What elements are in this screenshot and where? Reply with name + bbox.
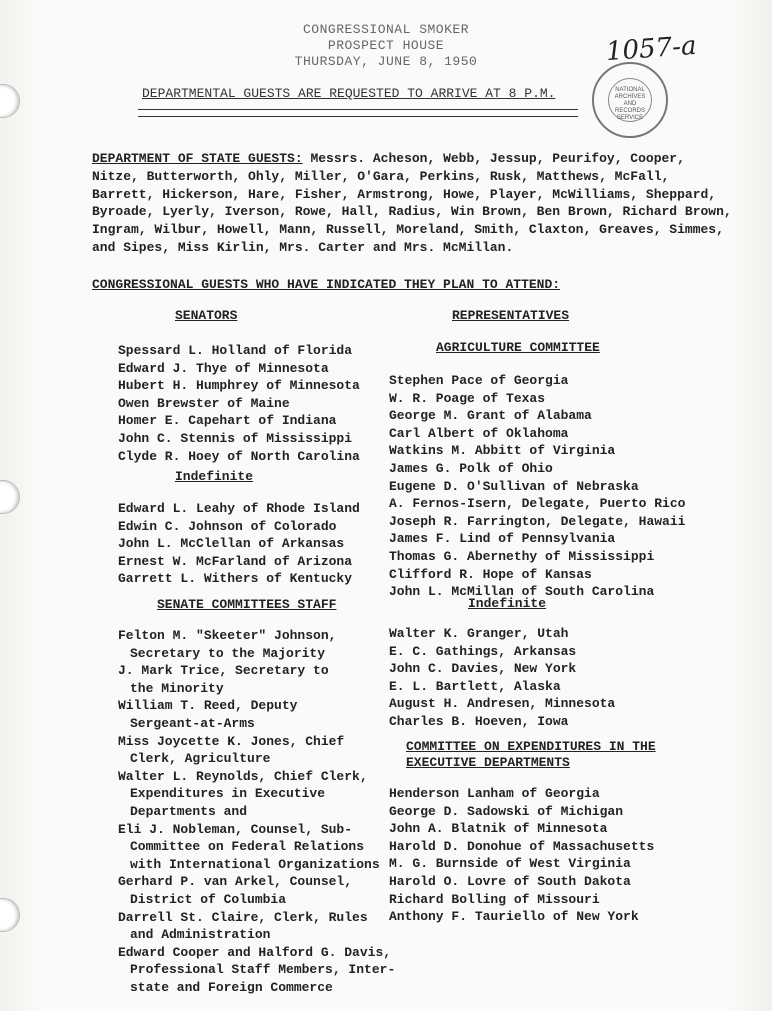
staff-line: Walter L. Reynolds, Chief Clerk, [118, 768, 368, 784]
staff-line: Eli J. Nobleman, Counsel, Sub- [118, 821, 353, 837]
representative-name: George M. Grant of Alabama [389, 408, 592, 424]
congressional-heading: CONGRESSIONAL GUESTS WHO HAVE INDICATED THEY PLAN TO ATTEND: [92, 277, 561, 292]
senators-heading: SENATORS [175, 308, 238, 323]
representative-name: John L. McMillan of South Carolina [389, 584, 655, 600]
representatives-heading: REPRESENTATIVES [452, 308, 570, 323]
representative-indefinite-name: E. L. Bartlett, Alaska [389, 678, 561, 694]
staff-line: state and Foreign Commerce [130, 979, 333, 995]
arrival-notice: DEPARTMENTAL GUESTS ARE REQUESTED TO ARRIVE AT 8 P.M. [142, 86, 556, 101]
senator-name: Owen Brewster of Maine [118, 395, 290, 411]
expenditures-member-name: Richard Bolling of Missouri [389, 891, 600, 907]
staff-line: Committee on Federal Relations [130, 839, 365, 855]
divider [138, 116, 578, 117]
senator-name: Edward J. Thye of Minnesota [118, 360, 329, 376]
reps-indefinite-list [389, 625, 615, 731]
state-guests-label: DEPARTMENT OF STATE GUESTS: [92, 151, 303, 166]
representative-indefinite-name: John C. Davies, New York [389, 661, 577, 677]
senator-indefinite-name: Edward L. Leahy of Rhode Island [118, 501, 360, 516]
expenditures-heading: COMMITTEE ON EXPENDITURES IN THE [406, 739, 656, 754]
staff-line: the Minority [130, 680, 224, 696]
binder-hole [0, 480, 20, 514]
representative-name: Thomas G. Abernethy of Mississippi [389, 548, 655, 564]
staff-line: William T. Reed, Deputy [118, 698, 298, 714]
expenditures-member-name: Anthony F. Tauriello of New York [389, 909, 639, 925]
staff-line: Edward Cooper and Halford G. Davis, [118, 944, 392, 960]
expenditures-member-name: Henderson Lanham of Georgia [389, 786, 600, 801]
expenditures-member-name: John A. Blatnik of Minnesota [389, 821, 608, 837]
representative-name: James F. Lind of Pennsylvania [389, 531, 616, 547]
binder-hole [0, 898, 20, 932]
staff-line: Departments and [130, 803, 248, 819]
expenditures-list [389, 785, 654, 926]
state-guests-list: Messrs. Acheson, Webb, Jessup, Peurifoy, Cooper, Nitze, Butterworth, Ohly, Miller, O'Gara, Perkins, Rusk, Matthews, McFall, Barrett, Hickerson, Hare, Fisher, Armstrong, Howe, Player, McWilliams, Sheppard, Byroade, Lyerly, Iverson, Rowe, Hall, Radius, Win Brown, Ben Brown, Richard Brown, Ingram, Wilbur, Howell, Mann, Russell, Moreland, Smith, Claxton, Greaves, Simmes, and Sipes, Miss Kirlin, Mrs. Carter and Mrs. McMillan. [92, 151, 732, 255]
staff-line: Gerhard P. van Arkel, Counsel, [118, 874, 353, 890]
expenditures-member-name: Harold D. Donohue of Massachusetts [389, 838, 655, 854]
header-title: CONGRESSIONAL SMOKER [302, 22, 470, 37]
representative-indefinite-name: E. C. Gathings, Arkansas [389, 643, 577, 659]
senators-indefinite-list [118, 500, 360, 588]
representative-name: Watkins M. Abbitt of Virginia [389, 443, 616, 459]
senator-name: John C. Stennis of Mississippi [118, 430, 353, 446]
senator-indefinite-name: Edwin C. Johnson of Colorado [118, 518, 337, 534]
representative-name: James G. Polk of Ohio [389, 460, 553, 476]
staff-line: Felton M. "Skeeter" Johnson, [118, 628, 337, 643]
binder-hole [0, 84, 20, 118]
archives-stamp [592, 62, 668, 138]
senator-indefinite-name: John L. McClellan of Arkansas [118, 536, 345, 552]
staff-line: J. Mark Trice, Secretary to [118, 663, 329, 679]
representative-name: Carl Albert of Oklahoma [389, 425, 569, 441]
staff-line: with International Organizations [130, 856, 380, 872]
staff-line: Secretary to the Majority [130, 645, 326, 661]
header-date: THURSDAY, JUNE 8, 1950 [294, 54, 478, 69]
senate-staff-heading: SENATE COMMITTEES STAFF [157, 597, 337, 612]
staff-line: Darrell St. Claire, Clerk, Rules [118, 909, 368, 925]
staff-line: Expenditures in Executive [130, 786, 326, 802]
senator-name: Hubert H. Humphrey of Minnesota [118, 378, 360, 394]
representative-name: Stephen Pace of Georgia [389, 373, 569, 388]
expenditures-member-name: M. G. Burnside of West Virginia [389, 856, 631, 872]
handwritten-number: 1057-a [605, 30, 698, 68]
representative-name: Joseph R. Farrington, Delegate, Hawaii [389, 513, 686, 529]
staff-line: Professional Staff Members, Inter- [130, 962, 396, 978]
staff-line: and Administration [130, 927, 271, 943]
divider [138, 109, 578, 110]
reps-indefinite-heading: Indefinite [468, 596, 547, 611]
senator-name: Homer E. Capehart of Indiana [118, 413, 337, 429]
representative-name: A. Fernos-Isern, Delegate, Puerto Rico [389, 496, 686, 512]
representative-name: W. R. Poage of Texas [389, 390, 546, 406]
representative-name: Clifford R. Hope of Kansas [389, 566, 592, 582]
senators-indefinite-heading: Indefinite [175, 469, 254, 484]
staff-line: Clerk, Agriculture [130, 751, 271, 767]
representative-indefinite-name: August H. Andresen, Minnesota [389, 696, 616, 712]
expenditures-member-name: George D. Sadowski of Michigan [389, 803, 624, 819]
senator-name: Clyde R. Hoey of North Carolina [118, 448, 360, 464]
senator-indefinite-name: Garrett L. Withers of Kentucky [118, 571, 353, 587]
header-venue: PROSPECT HOUSE [327, 38, 445, 53]
expenditures-heading-2: EXECUTIVE DEPARTMENTS [406, 755, 570, 770]
representative-name: Eugene D. O'Sullivan of Nebraska [389, 478, 639, 494]
senate-staff-list [118, 627, 395, 996]
stamp-text: NATIONAL ARCHIVES AND RECORDS SERVICE [608, 78, 652, 122]
staff-line: Sergeant-at-Arms [130, 715, 255, 731]
senator-name: Spessard L. Holland of Florida [118, 343, 353, 358]
expenditures-member-name: Harold O. Lovre of South Dakota [389, 873, 631, 889]
representative-indefinite-name: Charles B. Hoeven, Iowa [389, 713, 569, 729]
agriculture-heading: AGRICULTURE COMMITTEE [436, 340, 600, 355]
senators-list [118, 342, 360, 465]
agriculture-list [389, 372, 685, 601]
senator-indefinite-name: Ernest W. McFarland of Arizona [118, 553, 353, 569]
representative-indefinite-name: Walter K. Granger, Utah [389, 626, 569, 641]
staff-line: Miss Joycette K. Jones, Chief [118, 733, 345, 749]
staff-line: District of Columbia [130, 891, 287, 907]
state-guests-paragraph [92, 150, 732, 257]
